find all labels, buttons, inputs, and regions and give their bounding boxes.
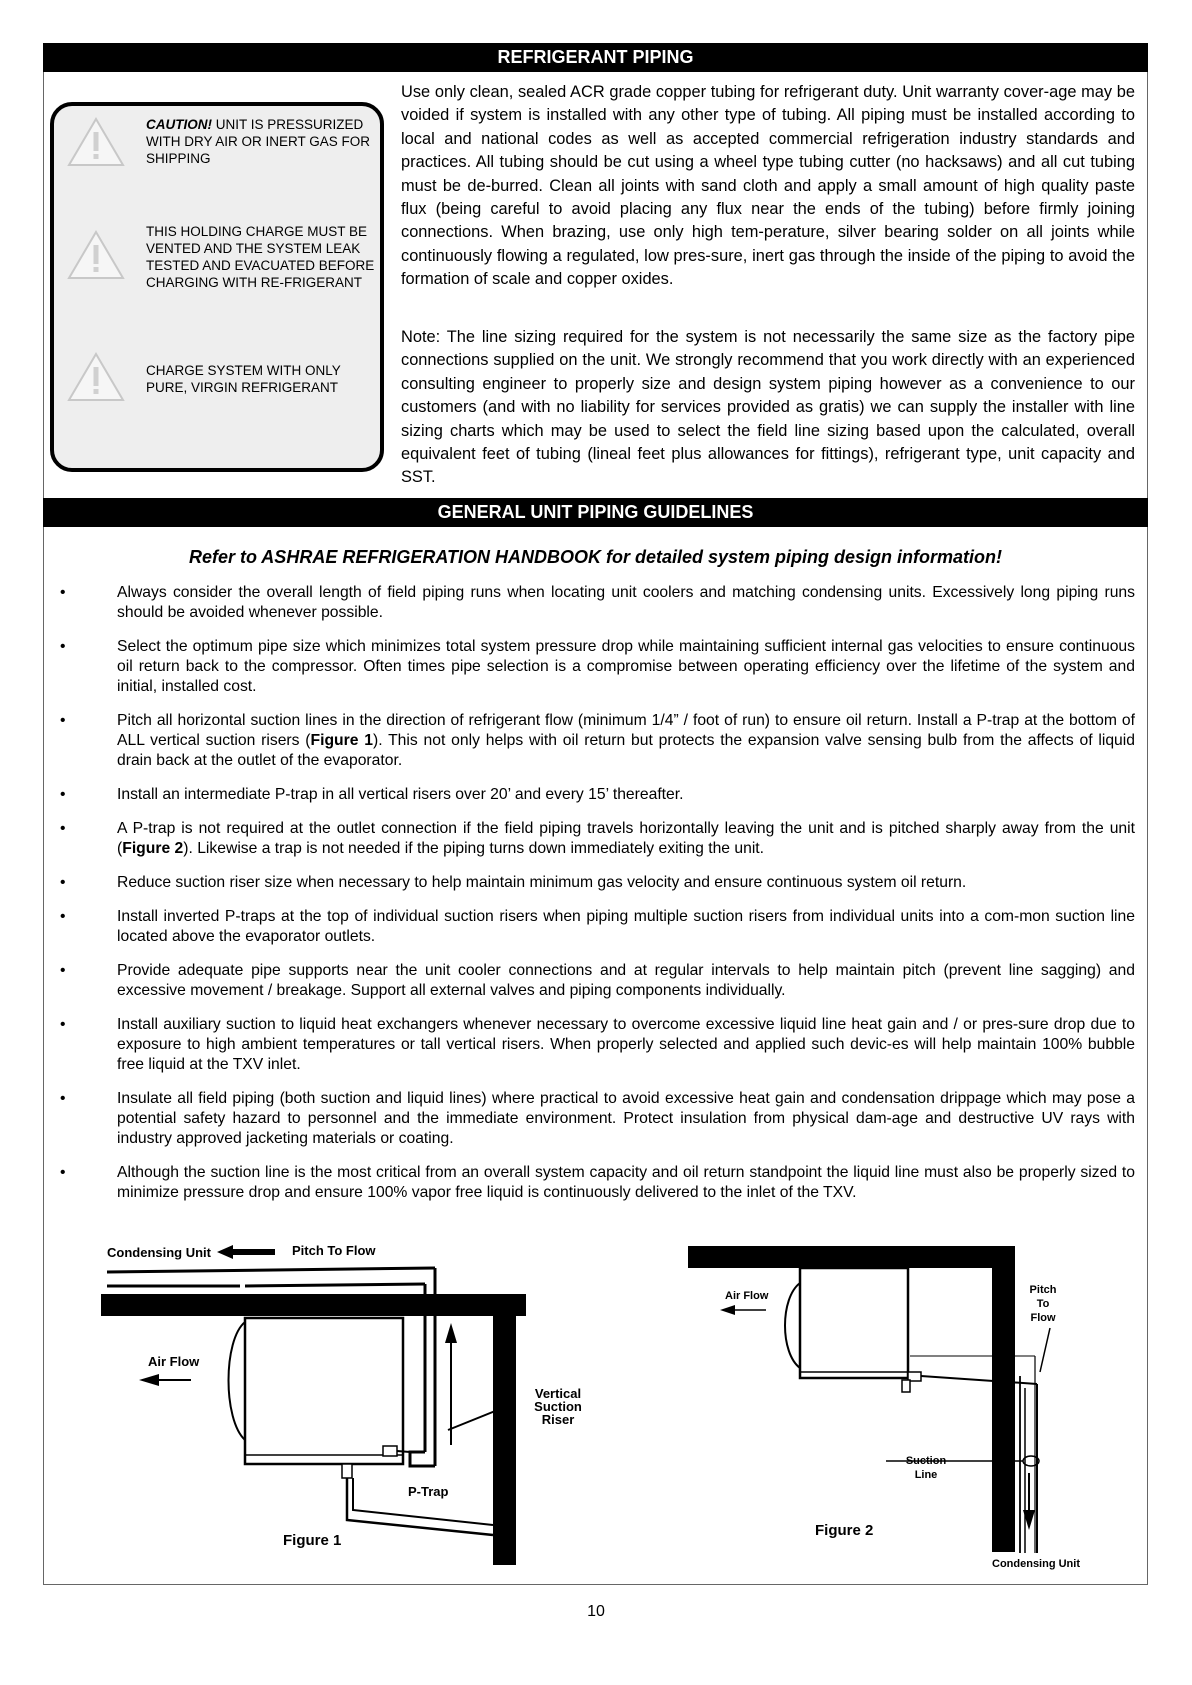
- bullet-dot: •: [60, 962, 66, 979]
- caution-text-3: CHARGE SYSTEM WITH ONLY PURE, VIRGIN REFRIGERANT: [146, 363, 341, 395]
- section-header-refrigerant-piping: REFRIGERANT PIPING: [43, 43, 1148, 72]
- caution-box: [50, 102, 384, 472]
- list-item: • Although the suction line is the most critical from an overall system capacity and oil return standpoint the liquid line must also be properly sized to minimize pressure drop and ensure 100% vapor free liquid is continuously delivered to the inlet of the TXV.: [60, 1164, 1135, 1201]
- riser-arrow-icon: [445, 1323, 457, 1343]
- list-item: • Provide adequate pipe supports near the unit cooler connections and at regular intervals to help maintain pitch (prevent line sagging) and excessive movement / breakage. Support all external valves and piping components individually.: [60, 962, 1135, 999]
- line-label: Line: [914, 1469, 938, 1481]
- wall: [992, 1246, 1015, 1552]
- bullet-dot: •: [60, 908, 66, 925]
- page-number: 10: [587, 1603, 605, 1620]
- list-item: • Install an intermediate P-trap in all vertical risers over 20’ and every 15’ thereafter.: [60, 786, 684, 803]
- pitch-to-flow-label: Pitch To Flow: [292, 1243, 376, 1258]
- bullet-dot: •: [60, 1090, 66, 1107]
- bullet-dot: •: [60, 1016, 66, 1033]
- list-item: • Reduce suction riser size when necessary to help maintain minimum gas velocity and ensure continuous system oil return.: [60, 874, 967, 891]
- caution-text-1: [146, 116, 381, 167]
- caution-label: CAUTION!: [146, 117, 212, 132]
- ptrap-label: P-Trap: [408, 1484, 449, 1499]
- list-item: • Always consider the overall length of field piping runs when locating unit coolers and matching condensing units. Excessively long piping runs should be avoided whenever possible.: [60, 584, 1135, 621]
- figure-reference: Figure 2: [122, 840, 184, 857]
- pitch-label: Pitch: [1029, 1284, 1057, 1296]
- guidelines-list: [60, 583, 1135, 1217]
- list-item: • Pitch all horizontal suction lines in the direction of refrigerant flow (minimum 1/4” / foot of run) to ensure oil return. Install a P-trap at the bottom of ALL vertical suction risers (Figure 1). This not only helps with oil return but protects the expansion valve sensing bulb from the affects of liquid drain back at the outlet of the evaporator.: [60, 712, 1135, 769]
- ashrae-reference-note: Refer to ASHRAE REFRIGERATION HANDBOOK for detailed system piping design information!: [188, 547, 1003, 567]
- warning-icon: [66, 351, 126, 403]
- suction-label: Suction: [534, 1399, 582, 1414]
- bullet-dot: •: [60, 712, 66, 729]
- list-item: • Install inverted P-traps at the top of individual suction risers when piping multiple suction risers from individual units into a com-mon suction line located above the evaporator outlets.: [60, 908, 1135, 945]
- paragraph-note: Note: The line sizing required for the system is not necessarily the same size as the factory pipe connections supplied on the unit. We strongly recommend that you work directly with an experienced consulting engineer to properly size and design system piping however as a convenience to our customers (and with no liability for services provided as gratis) we can supply the installer with line sizing charts which may be used to select the field line sizing based upon the calculated, overall equivalent feet of tubing (lineal feet plus allowances for fittings), refrigerant type, unit capacity and SST.: [401, 328, 1135, 487]
- bullet-dot: •: [60, 638, 66, 655]
- paragraph-tubing: Use only clean, sealed ACR grade copper tubing for refrigerant duty. Unit warranty cover-age may be voided if system is installed with any other type of tubing. All piping must be installed according to local and national codes as well as accepted commercial refrigeration industry standards and practices. All tubing should be cut using a wheel type tubing cutter (no hacksaws) and all cut tubing must be de-burred. Clean all joints with sand cloth and apply a small amount of high quality paste flux (being careful to avoid placing any flux near the ends of the tubing) before firmly joining connections. When brazing, use only high tem-perature, silver bearing solder on all joints while continuously flowing a regulated, low pres-sure, inert gas through the inside of the piping to avoid the formation of scale and copper oxides.: [401, 83, 1135, 289]
- list-item: • Select the optimum pipe size which minimizes total system pressure drop while maintaining sufficient internal gas velocities to ensure continuous oil return back to the compressor. Often times pipe selection is a compromise between operating efficiency over the lifetime of the system and initial, installed cost.: [60, 638, 1135, 695]
- bullet-dot: •: [60, 584, 66, 601]
- air-flow-label: Air Flow: [148, 1354, 200, 1369]
- bullet-dot: •: [60, 874, 66, 891]
- bullet-dot: •: [60, 1164, 66, 1181]
- condensing-unit-label: Condensing Unit: [107, 1245, 211, 1260]
- list-item: • Install auxiliary suction to liquid heat exchangers whenever necessary to overcome excessive liquid line heat gain and / or pres-sure drop due to exposure to high ambient temperatures or tall vertical risers. When properly selected and applied such devic-es will help maintain 100% bubble free liquid at the TXV inlet.: [60, 1016, 1135, 1073]
- condensing-unit-label: Condensing Unit: [992, 1558, 1080, 1570]
- figure-1-diagram: [95, 1240, 625, 1570]
- caution-text-1-body: UNIT IS PRESSURIZED WITH DRY AIR OR INERT GAS FOR SHIPPING: [146, 117, 371, 166]
- figure-reference: Figure 1: [310, 732, 373, 749]
- flow-label: Flow: [1030, 1312, 1056, 1324]
- riser-label: Riser: [541, 1412, 575, 1427]
- figure-1-caption: Figure 1: [283, 1532, 342, 1549]
- warning-icon: [66, 229, 126, 281]
- section-header-general-guidelines: GENERAL UNIT PIPING GUIDELINES: [43, 498, 1148, 527]
- suction-label: Suction: [905, 1455, 947, 1467]
- vertical-label: Vertical: [534, 1386, 582, 1401]
- to-label: To: [1036, 1298, 1050, 1310]
- unit-cooler-box: [245, 1318, 403, 1464]
- list-item: • Insulate all field piping (both suction and liquid lines) where practical to avoid excessive heat gain and condensation drippage which may pose a potential safety hazard to personnel and the immediate environment. Protect insulation from physical dam-age and destructive UV rays with industry approved jacketing materials or coating.: [60, 1090, 1135, 1147]
- air-flow-label: Air Flow: [725, 1290, 769, 1302]
- air-flow-arrow-icon: [139, 1374, 159, 1386]
- wall: [493, 1294, 516, 1565]
- ceiling: [688, 1246, 1015, 1268]
- caution-text-2: THIS HOLDING CHARGE MUST BE VENTED AND THE SYSTEM LEAK TESTED AND EVACUATED BEFORE CHARGING WITH RE-FRIGERANT: [146, 224, 375, 290]
- unit-cooler-box: [800, 1268, 908, 1378]
- list-item: • A P-trap is not required at the outlet connection if the field piping travels horizontally leaving the unit and is pitched sharply away from the unit (Figure 2). Likewise a trap is not needed if the piping turns down immediately exiting the unit.: [60, 820, 1135, 857]
- bullet-dot: •: [60, 820, 66, 837]
- pitch-arrow-icon: [217, 1245, 275, 1259]
- figure-2-caption: Figure 2: [815, 1522, 874, 1539]
- ceiling: [101, 1294, 526, 1316]
- warning-icon: [66, 116, 126, 168]
- bullet-dot: •: [60, 786, 66, 803]
- air-flow-arrow-icon: [720, 1305, 735, 1315]
- figure-2-diagram: [680, 1238, 1120, 1578]
